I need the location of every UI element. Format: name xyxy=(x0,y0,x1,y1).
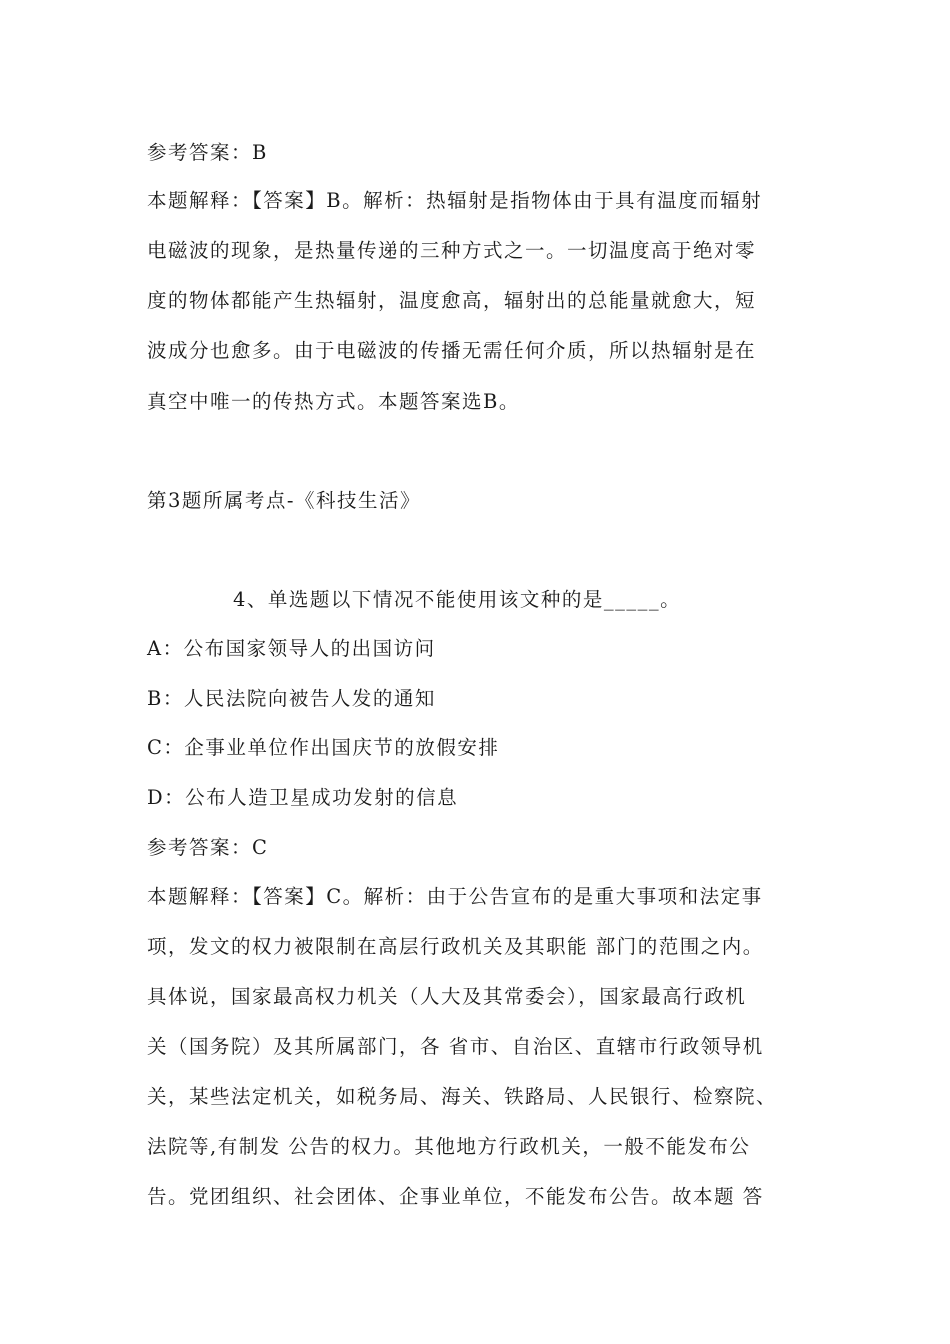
q4-explanation-line-2: 项，发文的权力被限制在高层行政机关及其职能 部门的范围之内。 xyxy=(147,935,764,958)
q3-explanation-line-2: 电磁波的现象，是热量传递的三种方式之一。一切温度高于绝对零 xyxy=(147,239,757,262)
q4-option-a: A：公布国家领导人的出国访问 xyxy=(147,637,436,660)
q4-explanation-line-6: 法院等,有制发 公告的权力。其他地方行政机关，一般不能发布公 xyxy=(147,1135,751,1158)
q3-explanation-line-5: 真空中唯一的传热方式。本题答案选B。 xyxy=(147,390,520,413)
q4-explanation-line-3: 具体说，国家最高权力机关（人大及其常委会），国家最高行政机 xyxy=(147,985,747,1008)
q3-explanation-line-3: 度的物体都能产生热辐射，温度愈高，辐射出的总能量就愈大，短 xyxy=(147,289,757,312)
q3-topic: 第3题所属考点-《科技生活》 xyxy=(147,489,421,512)
q4-explanation-line-5: 关，某些法定机关，如税务局、海关、铁路局、人民银行、检察院、 xyxy=(147,1085,778,1108)
q4-explanation-line-7: 告。党团组织、社会团体、企事业单位，不能发布公告。故本题 答 xyxy=(147,1185,764,1208)
q4-question: 4、单选题以下情况不能使用该文种的是_____。 xyxy=(233,588,682,611)
q4-explanation-line-1: 本题解释：【答案】C。解析：由于公告宣布的是重大事项和法定事 xyxy=(147,885,763,908)
q4-answer: 参考答案：C xyxy=(147,836,269,859)
q3-answer: 参考答案：B xyxy=(147,141,268,164)
q3-explanation-line-4: 波成分也愈多。由于电磁波的传播无需任何介质，所以热辐射是在 xyxy=(147,339,757,362)
q4-option-b: B：人民法院向被告人发的通知 xyxy=(147,687,436,710)
q4-option-d: D：公布人造卫星成功发射的信息 xyxy=(147,786,459,809)
q4-option-c: C：企事业单位作出国庆节的放假安排 xyxy=(147,736,500,759)
q3-explanation-line-1: 本题解释：【答案】B。解析：热辐射是指物体由于具有温度而辐射 xyxy=(147,189,763,212)
q4-explanation-line-4: 关（国务院）及其所属部门，各 省市、自治区、直辖市行政领导机 xyxy=(147,1035,764,1058)
